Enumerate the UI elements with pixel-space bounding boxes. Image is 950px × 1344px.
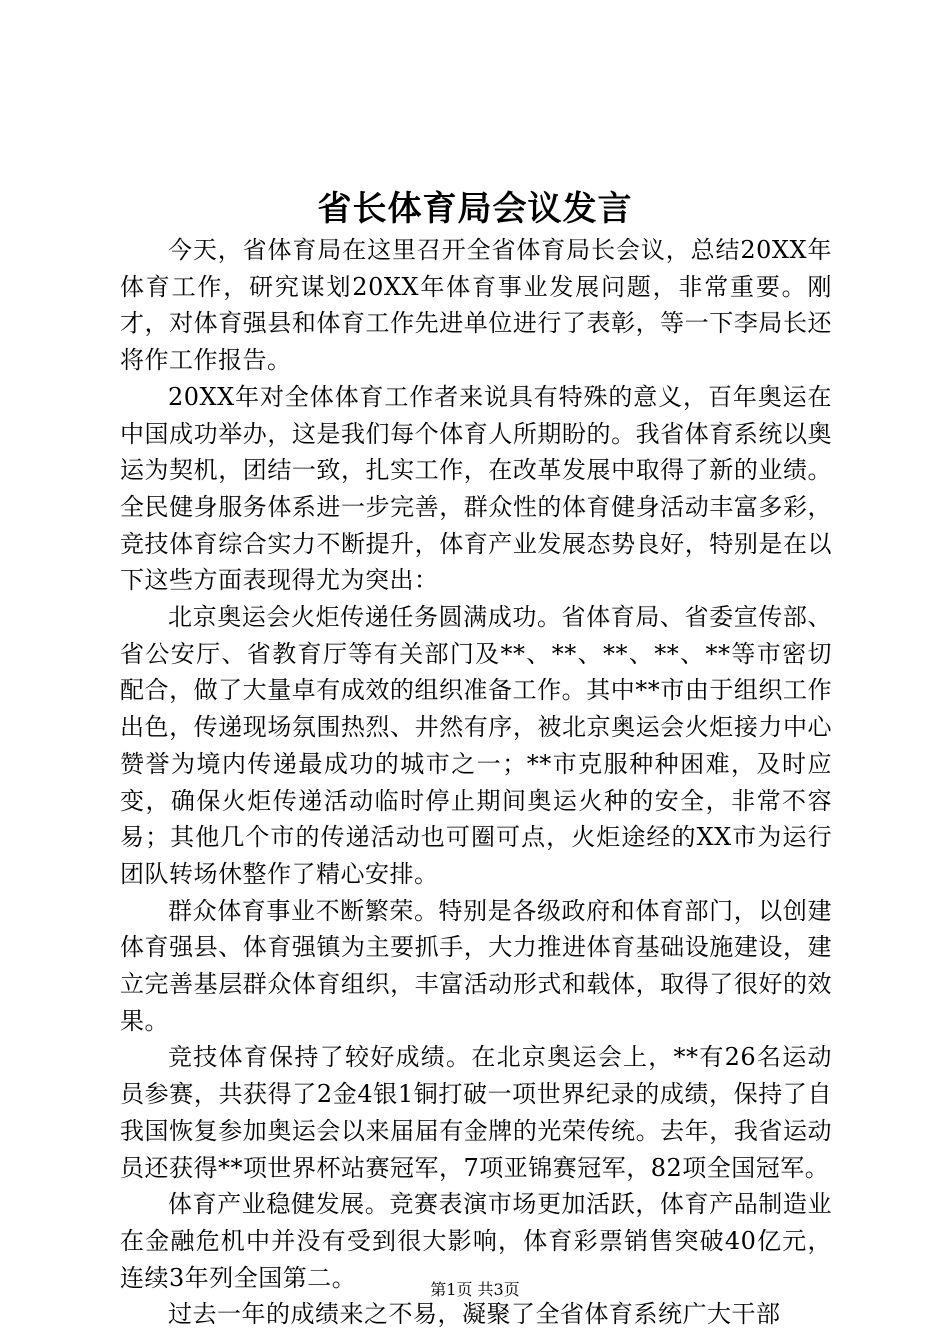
paragraph-intro: 今天，省体育局在这里召开全省体育局长会议，总结20XX年体育工作，研究谋划20XX年体育事业发展问题，非常重要。刚才，对体育强县和体育工作先进单位进行了表彰，等一下李局长还将作工作报告。 [120,236,832,375]
page-number-footer: 第1页 共3页 [430,1280,520,1299]
paragraph-mass-sports: 群众体育事业不断繁荣。特别是各级政府和体育部门，以创建体育强县、体育强镇为主要抓手，大力推进体育基础设施建设，建立完善基层群众体育组织，丰富活动形式和载体，取得了很好的效果。 [120,896,832,1035]
paragraph-competitive-sports: 竞技体育保持了较好成绩。在北京奥运会上，**有26名运动员参赛，共获得了2金4银1铜打破一项世界纪录的成绩，保持了自我国恢复参加奥运会以来届届有金牌的光荣传统。去年，我省运动员还获得**项世界杯站赛冠军，7项亚锦赛冠军，82项全国冠军。 [120,1043,832,1182]
paragraph-achievements: 过去一年的成绩来之不易，凝聚了全省体育系统广大干部 [168,1300,781,1329]
document-body [120,232,832,1333]
document-title: 省长体育局会议发言 [317,189,633,229]
paragraph-sports-industry: 体育产业稳健发展。竞赛表演市场更加活跃，体育产品制造业在金融危机中并没有受到很大影响，体育彩票销售突破40亿元，连续3年列全国第二。 [120,1190,832,1292]
paragraph-torch-relay: 北京奥运会火炬传递任务圆满成功。省体育局、省委宣传部、省公安厅、省教育厅等有关部门及**、**、**、**、**等市密切配合，做了大量卓有成效的组织准备工作。其中**市由于组织工作出色，传递现场氛围热烈、井然有序，被北京奥运会火炬接力中心赞誉为境内传递最成功的城市之一；**市克服种种困难，及时应变，确保火炬传递活动临时停止期间奥运火种的安全，非常不容易；其他几个市的传递活动也可圈可点，火炬途经的XX市为运行团队转场休整作了精心安排。 [120,603,832,888]
paragraph-olympic-year: 20XX年对全体体育工作者来说具有特殊的意义，百年奥运在中国成功举办，这是我们每个体育人所期盼的。我省体育系统以奥运为契机，团结一致，扎实工作，在改革发展中取得了新的业绩。全民健身服务体系进一步完善，群众性的体育健身活动丰富多彩，竞技体育综合实力不断提升，体育产业发展态势良好，特别是在以下这些方面表现得尤为突出： [120,382,832,595]
